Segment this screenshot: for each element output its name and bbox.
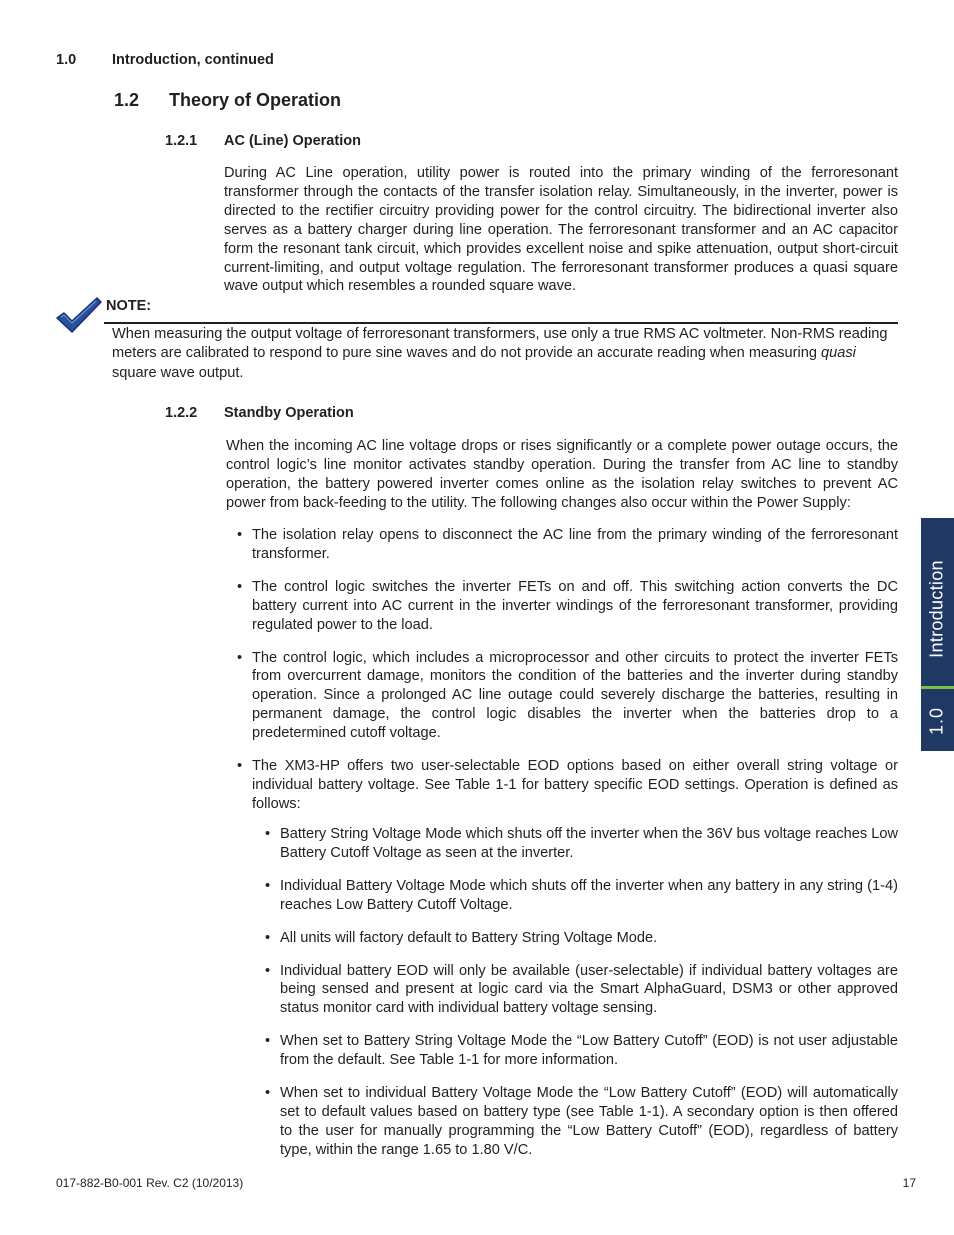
- note-text-after: square wave output.: [112, 364, 244, 381]
- chapter-side-tab-divider: [921, 686, 954, 689]
- subsection-standby-body: When the incoming AC line voltage drops or rises significantly or a complete power outage occurs, the control logic’s line monitor activates standby operation. During the transfer from AC line to standby operation, the battery powered inverter comes online as the isolation relay switches to prevent AC power from back-feeding to the utility. The following changes also occur within the Power Supply:: [226, 438, 898, 511]
- note-divider: [104, 322, 898, 324]
- list-item: • The isolation relay opens to disconnect the AC line from the primary winding of the ferroresonant transformer.: [237, 527, 898, 562]
- list-item: • Individual battery EOD will only be available (user-selectable) if individual battery voltages are being sensed and present at logic card via the Smart AlphaGuard, DSM3 or other approved status monitor card with individual battery voltage sensing.: [265, 962, 898, 1017]
- list-item: • The control logic switches the inverter FETs on and off. This switching action converts the DC battery current into AC current in the inverter windings of the ferroresonant transformer, providing regulated power to the load.: [237, 578, 898, 633]
- running-header: [56, 52, 274, 68]
- subsection-ac-title: AC (Line) Operation: [224, 133, 361, 149]
- subsection-ac-heading: [165, 133, 361, 149]
- subsection-ac-body: During AC Line operation, utility power is routed into the primary winding of the ferroresonant transformer through the contacts of the transfer isolation relay. Simultaneously, in the inverter, power is directed to the rectifier circuitry providing power for the control circuitry. The bidirectional inverter also serves as a battery charger during line operation. The ferroresonant transformer and an AC capacitor form the resonant tank circuit, which provides excellent noise and spike attenuation, output short-circuit current-limiting, and output voltage regulation. The ferroresonant transformer produces a quasi square wave output which resembles a rounded square wave.: [224, 165, 898, 295]
- note-text-italic: quasi: [821, 345, 856, 362]
- subsection-standby-title: Standby Operation: [224, 405, 354, 421]
- subsection-ac-number: 1.2.1: [165, 133, 198, 149]
- note-text-before: When measuring the output voltage of ferroresonant transformers, use only a true RMS AC voltmeter. Non-RMS reading meters are calibrated to respond to pure sine waves and do not provide an accurate reading when measuring: [112, 326, 888, 362]
- chapter-side-tab-title: Introduction: [926, 560, 947, 658]
- standby-bullet-list: [237, 526, 898, 814]
- list-item: • The XM3-HP offers two user-selectable EOD options based on either overall string voltage or individual battery voltage. See Table 1-1 for battery specific EOD settings. Operation is defined as follows:: [237, 758, 898, 812]
- list-item: • When set to Battery String Voltage Mode the “Low Battery Cutoff” (EOD) is not user adjustable from the default. See Table 1-1 for more information.: [265, 1033, 898, 1069]
- eod-sub-bullet-list: [265, 825, 898, 1160]
- note-label: NOTE:: [106, 298, 152, 314]
- header-title: Introduction, continued: [112, 52, 274, 68]
- list-item: • The control logic, which includes a microprocessor and other circuits to protect the inverter FETs from overcurrent damage, monitors the condition of the batteries and the inverter during standby operation. Since a prolonged AC line outage could severely discharge the batteries, resulting in permanent damage, the control logic disables the inverter when the batteries drop to a predetermined cutoff voltage.: [237, 649, 898, 742]
- footer-page-number: 17: [902, 1176, 916, 1190]
- section-heading: [114, 90, 341, 111]
- list-item: • When set to individual Battery Voltage Mode the “Low Battery Cutoff” (EOD) will automatically set to default values based on battery type (see Table 1-1). A secondary option is then offered to the user for manually programming the “Low Battery Cutoff” (EOD), regardless of battery type, within the range 1.65 to 1.80 V/C.: [265, 1085, 898, 1158]
- note-text: [112, 325, 892, 383]
- list-item: • Battery String Voltage Mode which shuts off the inverter when the 36V bus voltage reaches Low Battery Cutoff Voltage as seen at the inverter.: [265, 826, 898, 861]
- subsection-standby-number: 1.2.2: [165, 405, 198, 421]
- list-item: • Individual Battery Voltage Mode which shuts off the inverter when any battery in any string (1-4) reaches Low Battery Cutoff Voltage.: [265, 877, 898, 913]
- subsection-standby-heading: [165, 405, 354, 421]
- footer-doc-id: 017-882-B0-001 Rev. C2 (10/2013): [56, 1176, 244, 1190]
- list-item: • All units will factory default to Battery String Voltage Mode.: [265, 929, 658, 946]
- header-number: 1.0: [56, 52, 77, 68]
- chapter-side-tab-number: 1.0: [926, 706, 947, 736]
- section-number: 1.2: [114, 90, 140, 110]
- checkmark-icon: [55, 296, 103, 336]
- section-title: Theory of Operation: [169, 90, 342, 110]
